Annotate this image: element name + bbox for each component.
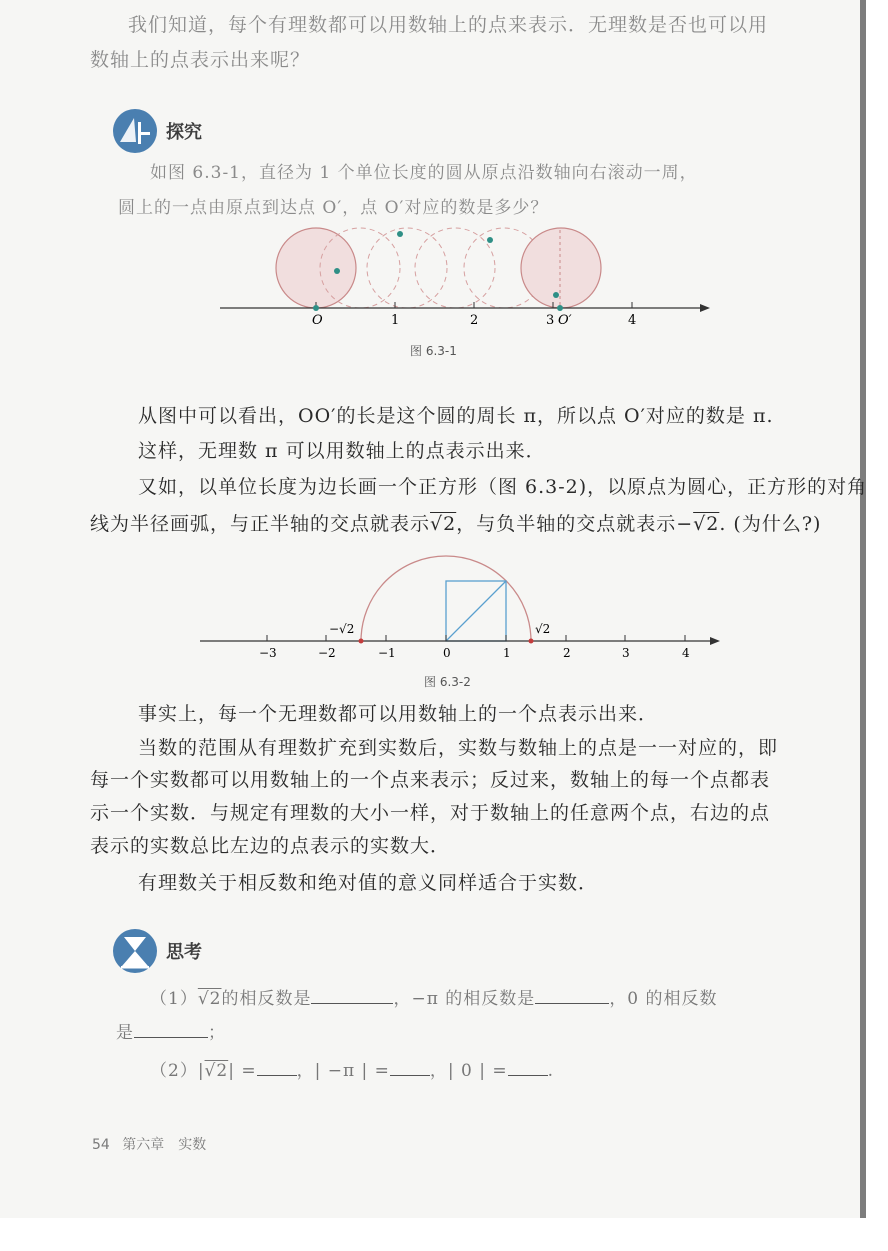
q1-text-b: ，−π 的相反数是 (393, 989, 536, 1009)
body1-line-4c: . (为什么?) (719, 513, 822, 535)
tick-label-neg1: −1 (378, 646, 396, 660)
explore-line-2: 圆上的一点由原点到达点 O′，点 O′对应的数是多少？ (118, 198, 549, 218)
rolling-point-1 (334, 268, 340, 274)
body2-line-1: 事实上，每一个无理数都可以用数轴上的一个点表示出来． (138, 703, 659, 725)
tick-label-neg2: −2 (318, 646, 336, 660)
chapter-title: 第六章 实数 (122, 1137, 207, 1153)
tick-label-2: 2 (470, 313, 479, 328)
tick-label-4: 4 (628, 313, 637, 328)
body2-line-5: 表示的实数总比左边的点表示的实数大． (90, 835, 451, 857)
tick-label-4b: 4 (682, 646, 690, 660)
q1-answer-blank-1[interactable] (311, 987, 393, 1004)
rolling-circle-ghost-3 (415, 228, 495, 308)
q2-answer-blank-3[interactable] (508, 1059, 548, 1076)
body2-line-4: 示一个实数．与规定有理数的大小一样，对于数轴上的任意两个点，右边的点 (90, 802, 771, 824)
explore-title: 探究 (166, 122, 202, 143)
tick-label-3: 3 (546, 313, 555, 328)
q1-text-a: 的相反数是 (221, 989, 312, 1009)
page-number: 54 (92, 1137, 110, 1153)
page-footer (92, 1134, 206, 1154)
think-icon (112, 928, 158, 974)
think-q1-line-2 (116, 1020, 226, 1046)
q1-text-c: ，0 的相反数 (609, 989, 718, 1009)
q2-end: . (547, 1061, 555, 1081)
q2-text-c: ，| 0 | = (429, 1061, 508, 1081)
body1-line-2: 这样，无理数 π 可以用数轴上的点表示出来． (138, 440, 546, 462)
intro-line-1: 我们知道，每个有理数都可以用数轴上的点来表示．无理数是否也可以用 (128, 14, 769, 36)
explore-header (112, 108, 202, 154)
intro-line-2: 数轴上的点表示出来呢？ (90, 49, 311, 71)
pos-sqrt2-label: √2 (535, 622, 551, 636)
q2-text-a: | = (228, 1061, 257, 1081)
explore-icon (112, 108, 158, 154)
pos-sqrt2-point (529, 639, 534, 644)
tick-label-2b: 2 (563, 646, 571, 660)
body2-line-6: 有理数关于相反数和绝对值的意义同样适合于实数． (138, 872, 599, 894)
rolling-point-3 (487, 237, 493, 243)
figure2-caption: 图 6.3-2 (424, 675, 471, 689)
q1-sqrt2: √2 (197, 989, 222, 1009)
neg-sqrt2-point (359, 639, 364, 644)
q2-prefix: （2）| (150, 1061, 205, 1081)
tick-label-0: 0 (443, 646, 451, 660)
think-header (112, 928, 202, 974)
sqrt2-negative: √2 (693, 513, 720, 535)
figure1-caption: 图 6.3-1 (410, 344, 457, 358)
tick-label-3b: 3 (622, 646, 630, 660)
q1-answer-blank-2[interactable] (535, 987, 609, 1004)
start-circle (276, 228, 356, 308)
q1-end: ； (208, 1023, 226, 1043)
tick-label-1: 1 (391, 313, 400, 328)
body1-line-4b: ，与负半轴的交点就表示− (456, 513, 694, 535)
think-q1-line-1 (150, 986, 718, 1012)
q1-answer-blank-3[interactable] (134, 1021, 208, 1038)
rolling-point-2 (397, 231, 403, 237)
body2-line-3: 每一个实数都可以用数轴上的一个点来表示；反过来，数轴上的每一个点都表 (90, 769, 771, 791)
q1-line2-text: 是 (116, 1023, 134, 1043)
body1-line-3: 又如，以单位长度为边长画一个正方形（图 6.3-2)，以原点为圆心，正方形的对角 (138, 476, 868, 498)
q2-sqrt2: √2 (204, 1061, 229, 1081)
body2-line-2: 当数的范围从有理数扩充到实数后，实数与数轴上的点是一一对应的，即 (138, 737, 779, 759)
figure-rolling-circle (210, 222, 710, 332)
think-title: 思考 (166, 942, 202, 963)
tick-label-o: O (312, 313, 323, 328)
neg-sqrt2-label: −√2 (329, 622, 355, 636)
tick-label-neg3: −3 (259, 646, 277, 660)
body1-line-4 (90, 511, 821, 537)
end-point-o-prime (557, 305, 563, 311)
figure-sqrt2-construction (195, 555, 725, 665)
q2-text-b: ，| −π | = (296, 1061, 390, 1081)
body1-line-4a: 线为半径画弧，与正半轴的交点就表示 (90, 513, 431, 535)
rolling-circle-ghost-2 (367, 228, 447, 308)
tick-label-1b: 1 (503, 646, 511, 660)
q1-prefix: （1） (150, 989, 198, 1009)
q2-answer-blank-2[interactable] (390, 1059, 430, 1076)
explore-line-1: 如图 6.3-1，直径为 1 个单位长度的圆从原点沿数轴向右滚动一周， (150, 163, 698, 183)
rolling-point-4 (553, 292, 559, 298)
sqrt2-positive: √2 (430, 513, 457, 535)
origin-point (313, 305, 319, 311)
think-q2 (150, 1058, 554, 1084)
square-diagonal (446, 581, 506, 641)
q2-answer-blank-1[interactable] (257, 1059, 297, 1076)
body1-line-1: 从图中可以看出，OO′的长是这个圆的周长 π，所以点 O′对应的数是 π. (138, 405, 774, 427)
end-circle (521, 228, 601, 308)
point-label-o-prime: O′ (558, 313, 572, 328)
